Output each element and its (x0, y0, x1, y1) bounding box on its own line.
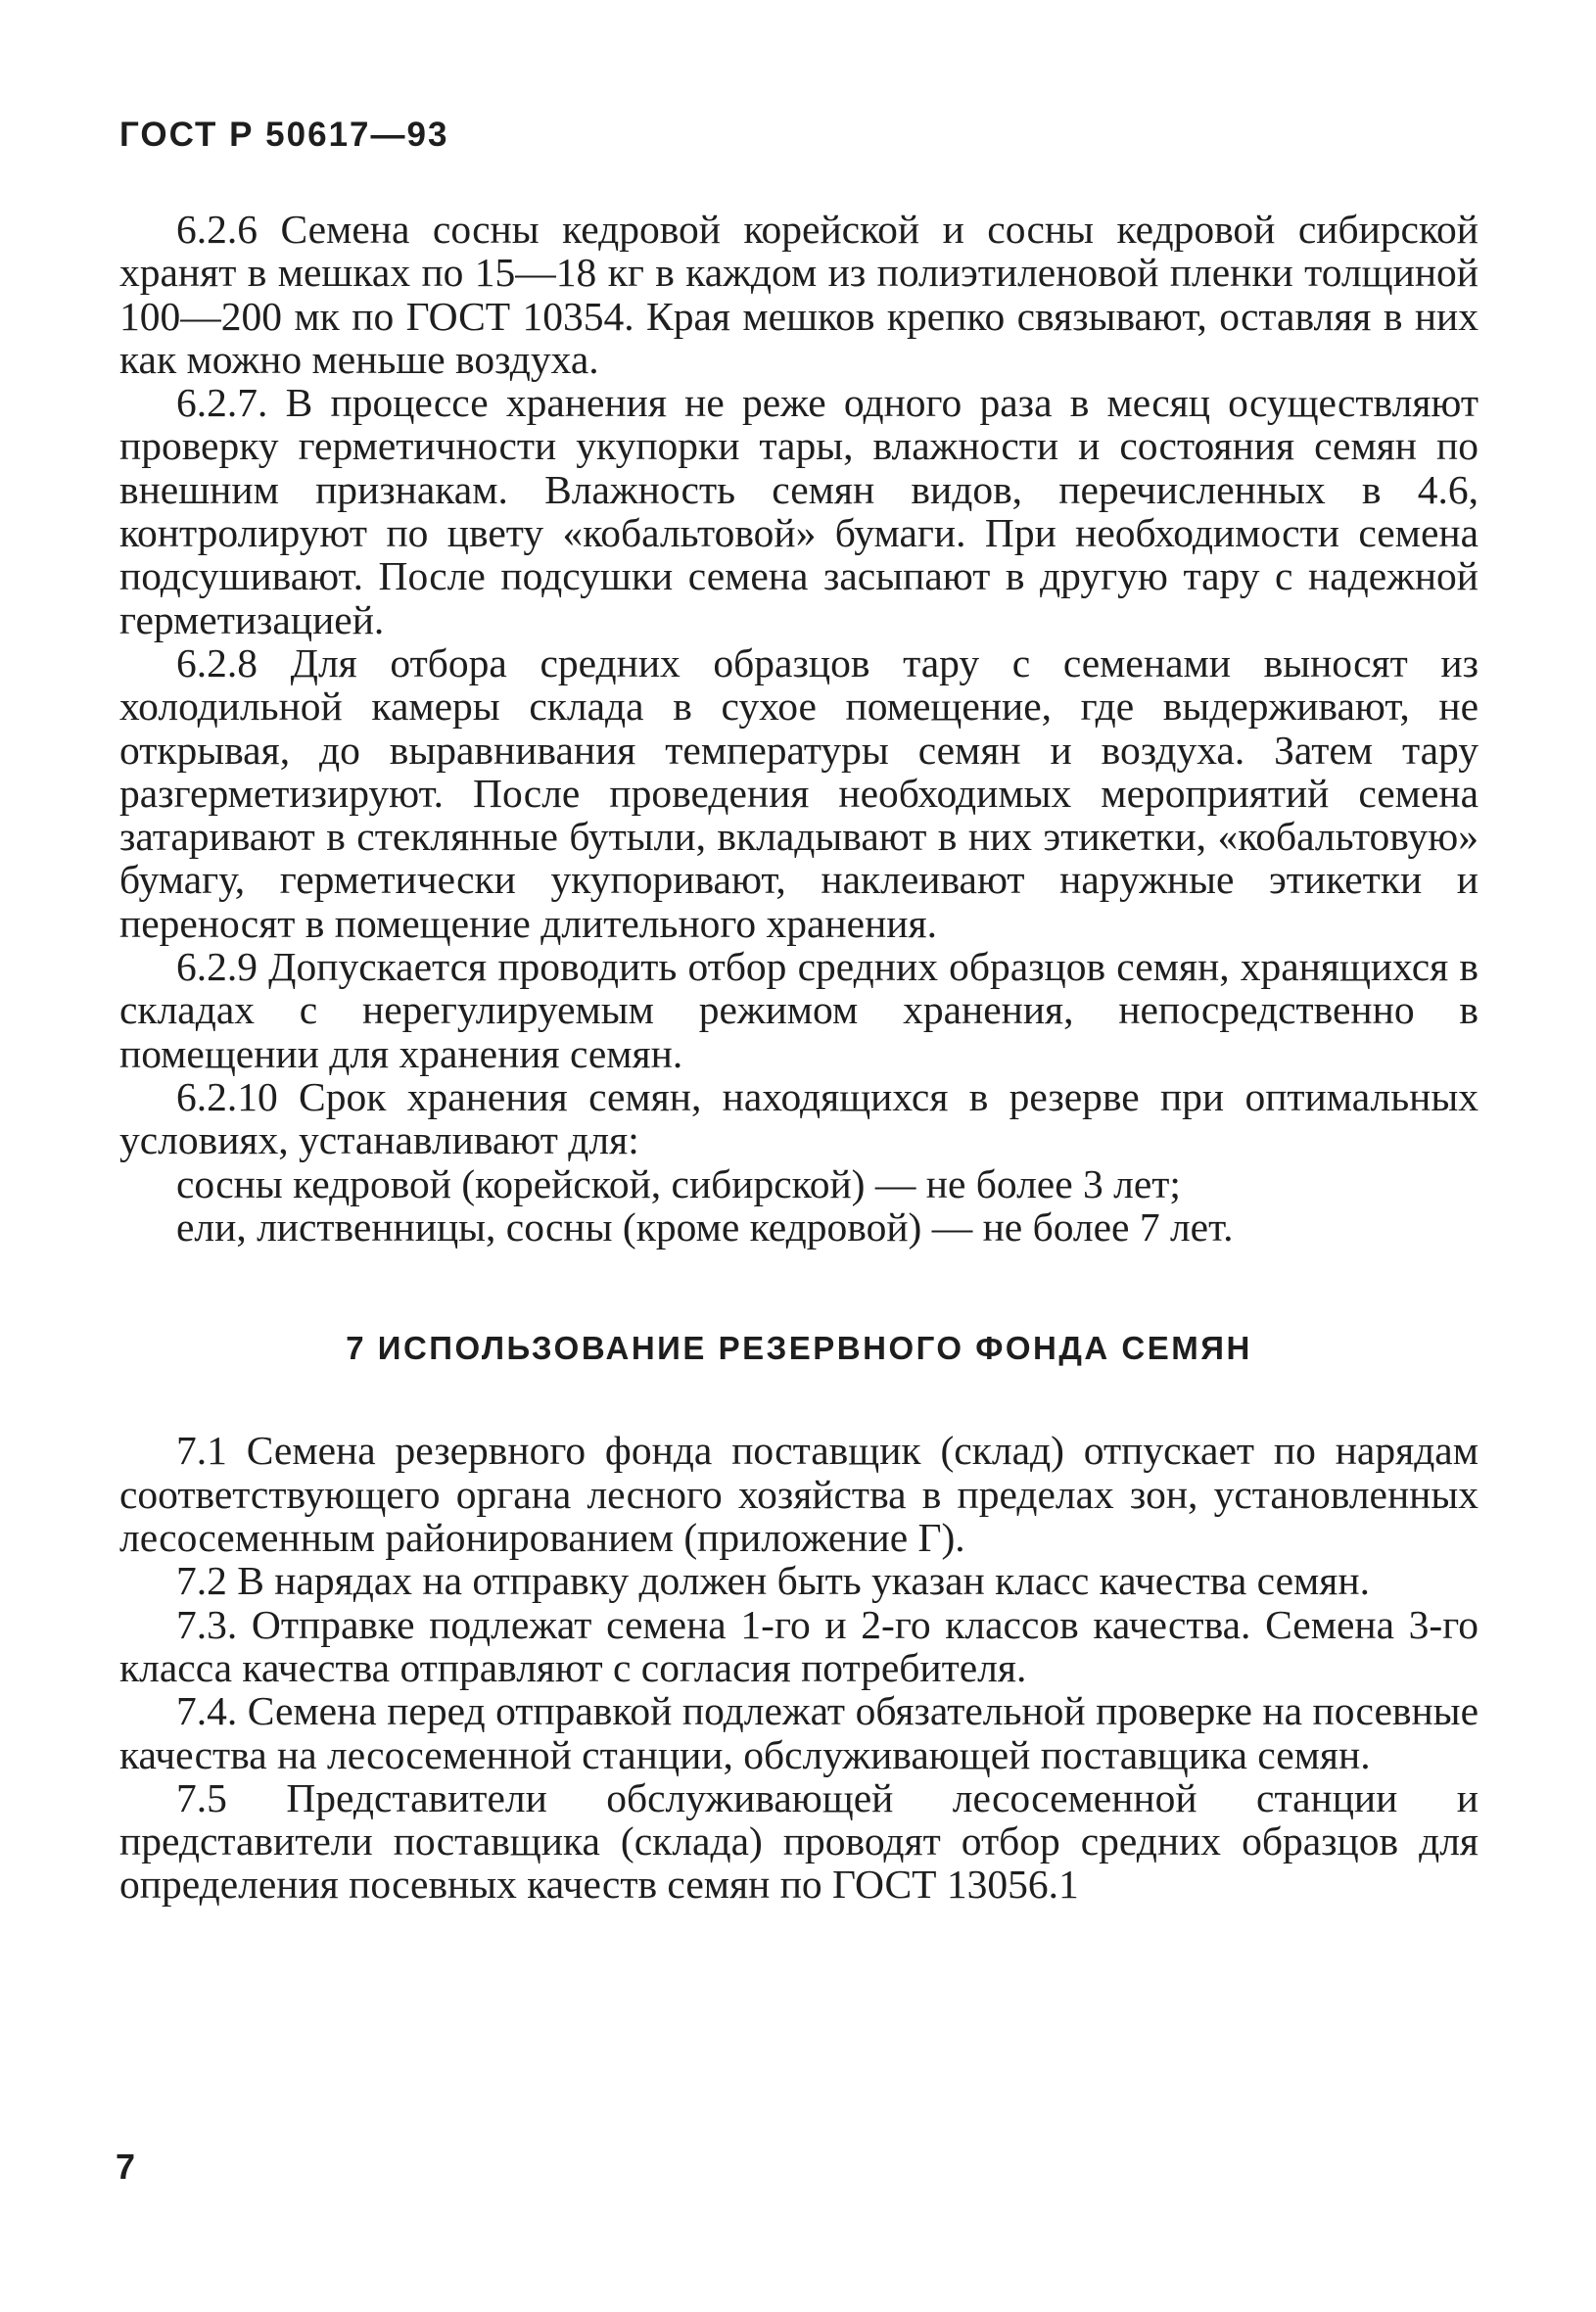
section-7-heading: 7 ИСПОЛЬЗОВАНИЕ РЕЗЕРВНОГО ФОНДА СЕМЯН (346, 1330, 1252, 1367)
body-text (119, 208, 1479, 1907)
running-header: ГОСТ Р 50617—93 (119, 116, 449, 154)
clause-7-2: 7.2 В нарядах на отправку должен быть указан класс качества семян. (176, 1558, 1370, 1604)
clause-7-3: 7.3. Отправке подлежат семена 1-го и 2-го классов качества. Семена 3-го класса качества отправляют с согласия потребителя. (119, 1601, 1479, 1690)
page-number: 7 (116, 2147, 136, 2187)
clause-7-5: 7.5 Представители обслуживающей лесосеменной станции и представители поставщика (склада) проводят отбор средних образцов для определения посевных качеств семян по ГОСТ 13056.1 (119, 1774, 1479, 1908)
storage-term-spruce-larch-pine: ели, лиственницы, сосны (кроме кедровой) — не более 7 лет. (176, 1203, 1234, 1250)
clause-6-2-9: 6.2.9 Допускается проводить отбор средних образцов семян, хранящихся в складах с нерегулируемым режимом хранения, непосредственно в помещении для хранения семян. (119, 944, 1479, 1076)
clause-7-1: 7.1 Семена резервного фонда поставщик (склад) отпускает по нарядам соответствующего органа лесного хозяйства в пределах зон, установленных лесосеменным районированием (приложение Г). (119, 1428, 1479, 1561)
storage-term-cedar-pine: сосны кедровой (корейской, сибирской) — не более 3 лет; (176, 1160, 1181, 1206)
clause-6-2-6: 6.2.6 Семена сосны кедровой корейской и сосны кедровой сибирской хранят в мешках по 15—18 кг в каждом из полиэтиленовой пленки толщиной 100—200 мк по ГОСТ 10354. Края мешков крепко связывают, оставляя в них как можно меньше воздуха. (119, 207, 1479, 382)
clause-6-2-7: 6.2.7. В процессе хранения не реже одного раза в месяц осуществляют проверку герметичности укупорки тары, влажности и состояния семян по внешним признакам. Влажность семян видов, перечисленных в 4.6, контролируют по цвету «кобальтовой» бумаги. При необходимости семена подсушивают. После подсушки семена засыпают в другую тару с надежной герметизацией. (119, 380, 1479, 642)
clause-6-2-10: 6.2.10 Срок хранения семян, находящихся в резерве при оптимальных условиях, устанавливают для: (119, 1073, 1479, 1163)
clause-7-4: 7.4. Семена перед отправкой подлежат обязательной проверке на посевные качества на лесосеменной станции, обслуживающей поставщика семян. (119, 1688, 1479, 1777)
clause-6-2-8: 6.2.8 Для отбора средних образцов тару с семенами выносят из холодильной камеры склада в сухое помещение, где выдерживают, не открывая, до выравнивания температуры семян и воздуха. Затем тару разгерметизируют. После проведения необходимых мероприятий семена затаривают в стеклянные бутыли, вкладывают в них этикетки, «кобальтовую» бумагу, герметически укупоривают, наклеивают наружные этикетки и переносят в помещение длительного хранения. (119, 639, 1479, 946)
